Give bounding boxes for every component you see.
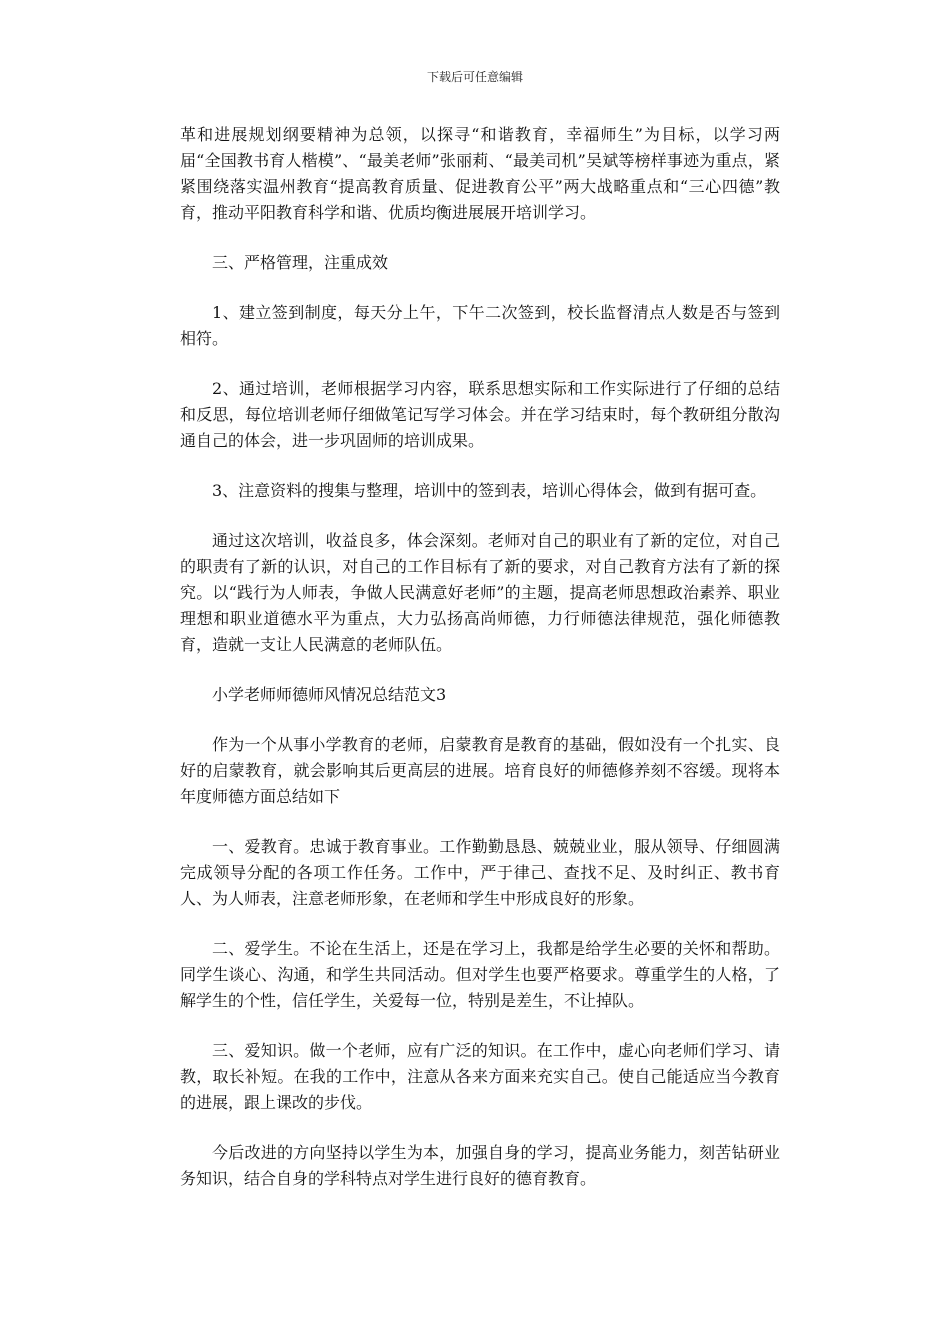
paragraph-love-knowledge: 三、爱知识。做一个老师，应有广泛的知识。在工作中，虚心向老师们学习、请教，取长补短。在我的工作中，注意从各来方面来充实自己。使自己能适应当今教育的进展，跟上课改的步伐。 [180, 1041, 780, 1112]
paragraph-materials-collection: 3、注意资料的搜集与整理，培训中的签到表，培训心得体会，做到有据可查。 [212, 481, 767, 500]
section-title-sample-3: 小学老师师德师风情况总结范文3 [212, 685, 447, 704]
paragraph-love-students: 二、爱学生。不论在生活上，还是在学习上，我都是给学生必要的关怀和帮助。同学生谈心、沟通，和学生共同活动。但对学生也要严格要求。尊重学生的人格，了解学生的个性，信任学生，关爱每一位，特别是差生，不让掉队。 [180, 939, 780, 1010]
paragraph-training-reflection: 2、通过培训，老师根据学习内容，联系思想实际和工作实际进行了仔细的总结和反思，每位培训老师仔细做笔记写学习体会。并在学习结束时，每个教研组分散沟通自己的体会，进一步巩固师的培训成果。 [180, 379, 780, 450]
page-header: 下载后可任意编辑 [426, 70, 523, 84]
paragraph-love-education: 一、爱教育。忠诚于教育事业。工作勤勤恳恳、兢兢业业，服从领导、仔细圆满完成领导分配的各项工作任务。工作中，严于律己、查找不足、及时纠正、教书育人、为人师表，注意老师形象，在老师和学生中形成良好的形象。 [180, 837, 780, 908]
paragraph-sign-in-system: 1、建立签到制度，每天分上午，下午二次签到，校长监督清点人数是否与签到相符。 [180, 303, 780, 348]
section-heading-strict-management: 三、严格管理，注重成效 [212, 253, 389, 272]
paragraph-continuation: 革和进展规划纲要精神为总领，以探寻“和谐教育，幸福师生”为目标，以学习两届“全国教书育人楷模”、“最美老师”张丽莉、“最美司机”吴斌等榜样事迹为重点，紧紧围绕落实温州教育“提高教育质量、促进教育公平”两大战略重点和“三心四德”教育，推动平阳教育科学和谐、优质均衡进展展开培训学习。 [180, 125, 780, 222]
paragraph-introduction: 作为一个从事小学教育的老师，启蒙教育是教育的基础，假如没有一个扎实、良好的启蒙教育，就会影响其后更高层的进展。培育良好的师德修养刻不容缓。现将本年度师德方面总结如下 [180, 735, 780, 806]
paragraph-future-direction: 今后改进的方向坚持以学生为本，加强自身的学习，提高业务能力，刻苦钻研业务知识，结合自身的学科特点对学生进行良好的德育教育。 [180, 1143, 780, 1188]
document-body [180, 122, 780, 1216]
paragraph-training-summary: 通过这次培训，收益良多，体会深刻。老师对自己的职业有了新的定位，对自己的职责有了新的认识，对自己的工作目标有了新的要求，对自己教育方法有了新的探究。以“践行为人师表，争做人民满意好老师”的主题，提高老师思想政治素养、职业理想和职业道德水平为重点，大力弘扬高尚师德，力行师德法律规范，强化师德教育，造就一支让人民满意的老师队伍。 [180, 531, 780, 654]
